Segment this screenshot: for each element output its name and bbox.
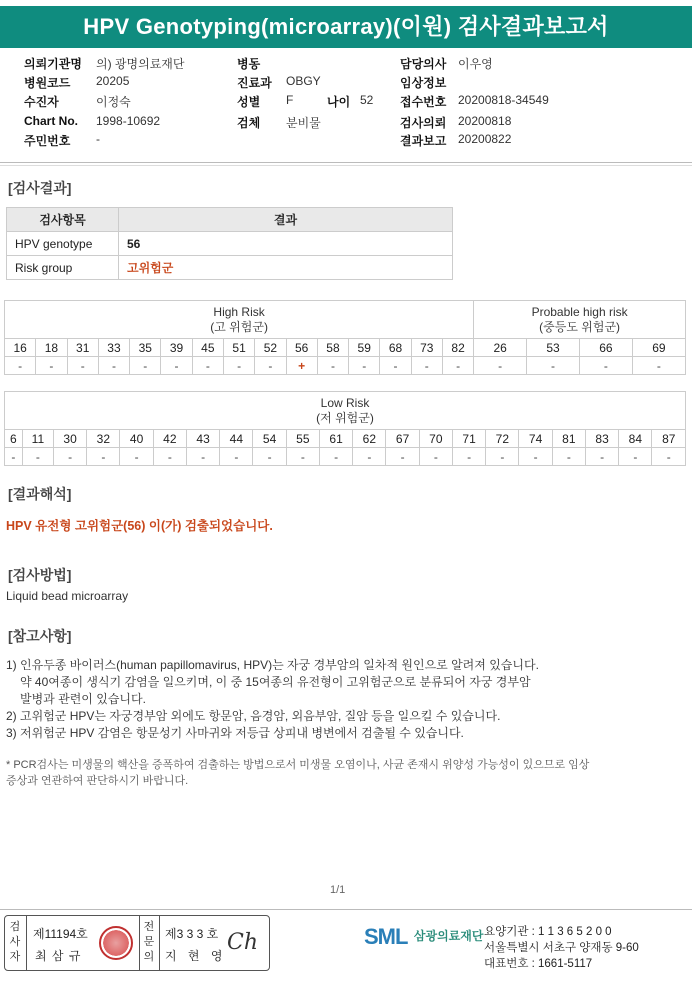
footnote-line-1: * PCR검사는 미생물의 핵산을 증폭하여 검출하는 방법으로서 미생물 오염이나, 사균 존재시 위양성 가능성이 있으므로 임상 — [6, 759, 590, 771]
hpv-result-cell: - — [474, 357, 527, 375]
examiner-label: 검사자 — [9, 921, 21, 963]
header-result: 결과 — [119, 208, 453, 232]
hpv-type-cell: 35 — [130, 339, 161, 357]
age-label: 나이 — [327, 95, 351, 109]
info-label: 담당의사 — [400, 57, 447, 71]
company-code: 요양기관 : 1 1 3 6 5 2 0 0 — [484, 926, 612, 938]
hpv-result-cell: - — [380, 357, 411, 375]
high-risk-types-row — [5, 339, 686, 357]
info-value: OBGY — [286, 74, 321, 88]
hpv-result-cell: - — [353, 448, 386, 466]
low-risk-label: Low Risk — [320, 395, 370, 410]
hpv-type-cell: 68 — [380, 339, 411, 357]
section-notes-title: [참고사항] — [8, 628, 72, 644]
info-row-4 — [24, 114, 684, 132]
low-risk-header — [5, 392, 686, 430]
hpv-result-cell: - — [632, 357, 685, 375]
interpretation-text: HPV 유전형 고위험군(56) 이(가) 검출되었습니다. — [6, 519, 273, 533]
hpv-result-cell: - — [5, 357, 36, 375]
note-1b: 약 40여종이 생식기 감염을 일으키며, 이 중 15여종의 유전형이 고위험군으로 분류되어 자궁 경부암 — [20, 675, 531, 689]
specialist-label: 전문의 — [143, 921, 155, 963]
footer-divider — [0, 909, 692, 910]
hpv-type-cell: 84 — [619, 430, 652, 448]
note-1c: 발병과 관련이 있습니다. — [20, 692, 146, 706]
hpv-type-cell: 71 — [452, 430, 485, 448]
hpv-type-cell: 33 — [98, 339, 129, 357]
hpv-type-cell: 44 — [220, 430, 253, 448]
hpv-type-cell: 56 — [286, 339, 317, 357]
probable-high-risk-header — [474, 301, 686, 339]
info-row-3 — [24, 93, 684, 111]
hpv-result-cell: - — [186, 448, 219, 466]
hpv-type-cell: 73 — [411, 339, 442, 357]
hpv-type-cell: 70 — [419, 430, 452, 448]
specialist-name: 지 현 영 — [165, 949, 227, 963]
hpv-result-cell: - — [223, 357, 254, 375]
genotype-value: 56 — [119, 232, 453, 256]
row-item: Risk group — [7, 256, 119, 280]
hpv-result-cell: - — [419, 448, 452, 466]
hpv-result-cell: - — [652, 448, 686, 466]
info-value: 분비물 — [286, 116, 321, 130]
hpv-result-cell: - — [527, 357, 580, 375]
info-value: 이정숙 — [96, 95, 131, 109]
info-value: - — [96, 132, 100, 146]
info-value: 1998-10692 — [96, 114, 161, 128]
header-divider-2 — [0, 165, 692, 166]
risk-group-value: 고위험군 — [119, 256, 453, 280]
info-label: 병원코드 — [24, 76, 71, 90]
hpv-type-cell: 45 — [192, 339, 223, 357]
hpv-type-cell: 87 — [652, 430, 686, 448]
hpv-type-cell: 54 — [253, 430, 286, 448]
hpv-type-cell: 67 — [386, 430, 419, 448]
probable-high-risk-label: Probable high risk — [531, 304, 628, 319]
high-risk-values-row — [5, 357, 686, 375]
info-label: 수진자 — [24, 95, 59, 109]
company-logo — [364, 924, 483, 950]
hpv-result-cell: - — [255, 357, 286, 375]
hpv-result-cell: + — [286, 357, 317, 375]
hpv-type-cell: 69 — [632, 339, 685, 357]
hpv-type-cell: 58 — [317, 339, 348, 357]
section-method-title: [검사방법] — [8, 567, 72, 583]
section-interpretation-title: [결과해석] — [8, 486, 72, 502]
info-label: 임상정보 — [400, 76, 447, 90]
examiner-license: 제11194호 — [33, 927, 88, 941]
info-value: 이우영 — [458, 57, 493, 71]
hpv-type-cell: 51 — [223, 339, 254, 357]
result-table — [6, 207, 453, 280]
hpv-result-cell: - — [317, 357, 348, 375]
section-result-title: [검사결과] — [8, 180, 72, 196]
hpv-type-cell: 32 — [87, 430, 120, 448]
info-label: 병동 — [237, 57, 261, 71]
examiner-name: 최 삼 규 — [35, 949, 82, 963]
hpv-type-cell: 82 — [442, 339, 473, 357]
hpv-result-cell: - — [619, 448, 652, 466]
row-item: HPV genotype — [7, 232, 119, 256]
hpv-result-cell: - — [486, 448, 519, 466]
table-row — [7, 232, 453, 256]
info-value: F — [286, 93, 294, 107]
method-text: Liquid bead microarray — [6, 589, 129, 603]
footnote-line-2: 증상과 연관하여 판단하시기 바랍니다. — [6, 775, 189, 787]
company-phone: 대표번호 : 1661-5117 — [484, 958, 593, 970]
info-label: 의뢰기관명 — [24, 57, 82, 71]
high-risk-sub: (고 위험군) — [210, 319, 268, 334]
hpv-type-cell: 31 — [67, 339, 98, 357]
hpv-result-cell: - — [552, 448, 585, 466]
hpv-type-cell: 62 — [353, 430, 386, 448]
info-row-5 — [24, 132, 684, 150]
hpv-result-cell: - — [253, 448, 286, 466]
signature-box — [4, 915, 270, 971]
hpv-result-cell: - — [22, 448, 53, 466]
table-row — [7, 256, 453, 280]
hpv-result-cell: - — [585, 448, 618, 466]
hpv-result-cell: - — [386, 448, 419, 466]
info-value: 20200818 — [458, 114, 512, 128]
hpv-result-cell: - — [120, 448, 153, 466]
hpv-type-cell: 43 — [186, 430, 219, 448]
hpv-result-cell: - — [36, 357, 67, 375]
low-risk-grid — [4, 391, 686, 466]
seal-stamp-icon — [99, 926, 133, 960]
note-1a: 1) 인유두종 바이러스(human papillomavirus, HPV)는 자궁 경부암의 일차적 원인으로 알려져 있습니다. — [6, 658, 539, 672]
hpv-result-cell: - — [452, 448, 485, 466]
info-label: Chart No. — [24, 114, 78, 128]
hpv-result-cell: - — [192, 357, 223, 375]
hpv-result-cell: - — [286, 448, 319, 466]
high-risk-header — [5, 301, 474, 339]
info-label: 검사의뢰 — [400, 116, 447, 130]
hpv-type-cell: 39 — [161, 339, 192, 357]
sml-logo-icon: SML — [364, 924, 408, 949]
info-label: 검체 — [237, 116, 261, 130]
sign-divider — [139, 916, 140, 970]
hpv-result-cell: - — [5, 448, 23, 466]
hpv-type-cell: 26 — [474, 339, 527, 357]
sign-divider — [159, 916, 160, 970]
hpv-result-cell: - — [53, 448, 86, 466]
hpv-type-cell: 40 — [120, 430, 153, 448]
hpv-result-cell: - — [442, 357, 473, 375]
hpv-type-cell: 81 — [552, 430, 585, 448]
hpv-type-cell: 16 — [5, 339, 36, 357]
signature-handwritten: Ch — [227, 930, 259, 955]
notes-list — [6, 657, 676, 742]
info-value: 20205 — [96, 74, 130, 88]
hpv-result-cell: - — [153, 448, 186, 466]
hpv-type-cell: 66 — [579, 339, 632, 357]
pcr-footnote — [6, 757, 676, 789]
hpv-result-cell: - — [98, 357, 129, 375]
specialist-license: 제3 3 3 호 — [165, 927, 219, 941]
company-address: 서울특별시 서초구 양재동 9-60 — [484, 942, 639, 954]
info-label: 성별 — [237, 95, 261, 109]
company-name: 삼광의료재단 — [413, 929, 484, 943]
hpv-type-cell: 74 — [519, 430, 552, 448]
hpv-result-cell: - — [220, 448, 253, 466]
hpv-type-cell: 52 — [255, 339, 286, 357]
hpv-type-cell: 59 — [349, 339, 380, 357]
hpv-result-cell: - — [87, 448, 120, 466]
hpv-type-cell: 11 — [22, 430, 53, 448]
hpv-result-cell: - — [579, 357, 632, 375]
info-value: 의) 광명의료재단 — [96, 57, 185, 71]
sign-divider — [26, 916, 27, 970]
note-3: 3) 저위험군 HPV 감염은 항문성기 사마귀와 저등급 상피내 병변에서 검출될 수 있습니다. — [6, 726, 464, 740]
low-risk-values-row — [5, 448, 686, 466]
info-value: 20200818-34549 — [458, 93, 549, 107]
info-value: 20200822 — [458, 132, 512, 146]
hpv-type-cell: 72 — [486, 430, 519, 448]
header-item: 검사항목 — [7, 208, 119, 232]
info-label: 주민번호 — [24, 134, 71, 148]
hpv-type-cell: 30 — [53, 430, 86, 448]
hpv-result-cell: - — [349, 357, 380, 375]
hpv-type-cell: 83 — [585, 430, 618, 448]
hpv-type-cell: 55 — [286, 430, 319, 448]
probable-high-risk-sub: (중등도 위험군) — [539, 319, 621, 334]
hpv-type-cell: 18 — [36, 339, 67, 357]
page-number: 1/1 — [330, 884, 346, 896]
hpv-type-cell: 61 — [319, 430, 352, 448]
info-label: 결과보고 — [400, 134, 447, 148]
hpv-result-cell: - — [411, 357, 442, 375]
note-2: 2) 고위험군 HPV는 자궁경부암 외에도 항문암, 음경암, 외음부암, 질암 등을 일으킬 수 있습니다. — [6, 709, 501, 723]
age-value: 52 — [360, 93, 374, 107]
hpv-type-cell: 6 — [5, 430, 23, 448]
company-info — [484, 924, 639, 972]
report-title: HPV Genotyping(microarray)(이원) 검사결과보고서 — [0, 6, 692, 48]
hpv-result-cell: - — [319, 448, 352, 466]
hpv-type-cell: 42 — [153, 430, 186, 448]
header-divider — [0, 162, 692, 163]
info-row-2 — [24, 74, 684, 92]
hpv-result-cell: - — [130, 357, 161, 375]
low-risk-sub: (저 위험군) — [316, 410, 374, 425]
hpv-type-cell: 53 — [527, 339, 580, 357]
info-label: 접수번호 — [400, 95, 447, 109]
low-risk-types-row — [5, 430, 686, 448]
info-row-1 — [24, 55, 684, 73]
hpv-result-cell: - — [161, 357, 192, 375]
info-label: 진료과 — [237, 76, 272, 90]
high-risk-grid — [4, 300, 686, 375]
hpv-result-cell: - — [519, 448, 552, 466]
high-risk-label: High Risk — [213, 304, 265, 319]
hpv-result-cell: - — [67, 357, 98, 375]
